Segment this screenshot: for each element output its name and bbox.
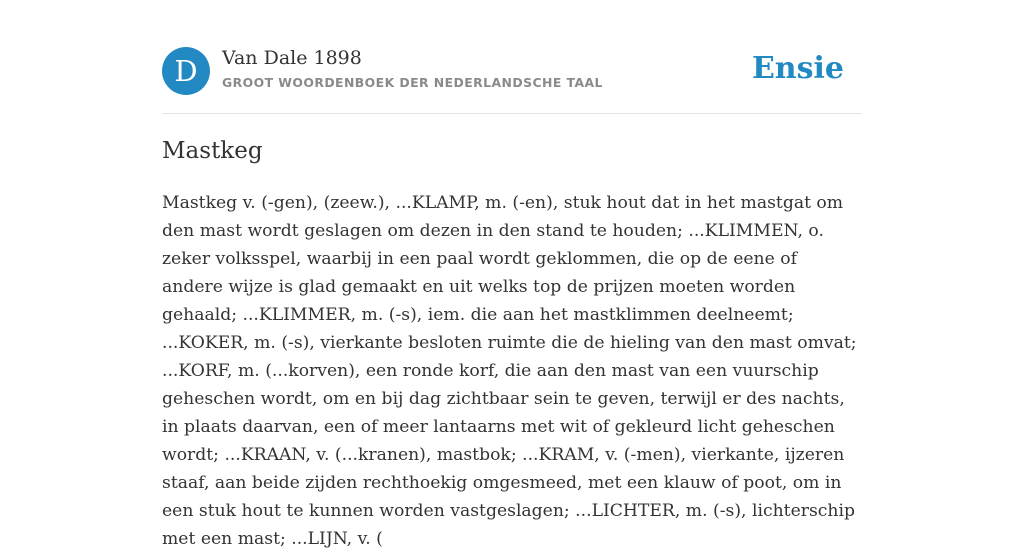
source-avatar[interactable]: D [162,47,210,95]
source-title[interactable]: Van Dale 1898 [222,47,362,69]
header-divider [162,113,862,114]
source-subtitle: GROOT WOORDENBOEK DER NEDERLANDSCHE TAAL [222,75,603,90]
ensie-logo[interactable]: Ensie [751,51,844,86]
entry-definition: Mastkeg v. (-gen), (zeew.), ...KLAMP, m. (-en), stuk hout dat in het mastgat om den mast wordt geslagen om dezen in den stand te houden; ...KLIMMEN, o. zeker volksspel, waarbij in een paal wordt geklommen, die op de eene of andere wijze is glad gemaakt en uit welks top de prijzen moeten worden gehaald; ...KLIMMER, m. (-s), iem. die aan het mastklimmen deelneemt; ...KOKER, m. (-s), vierkante besloten ruimte die de hieling van den mast omvat; ...KORF, m. (...korven), een ronde korf, die aan den mast van een vuurschip geheschen wordt, om en bij dag zichtbaar sein te geven, terwijl er des nachts, in plaats daarvan, een of meer lantaarns met wit of gekleurd licht geheschen wordt; ...KRAAN, v. (...kranen), mastbok; ...KRAM, v. (-men), vierkante, ijzeren staaf, aan beide zijden rechthoekig omgesmeed, met een klauw of poot, om in een stuk hout te kunnen worden vastgeslagen; ...LICHTER, m. (-s), lichterschip met een mast; ...LIJN, v. ( [162,193,857,549]
entry-title: Mastkeg [162,138,263,164]
source-header [162,47,862,95]
